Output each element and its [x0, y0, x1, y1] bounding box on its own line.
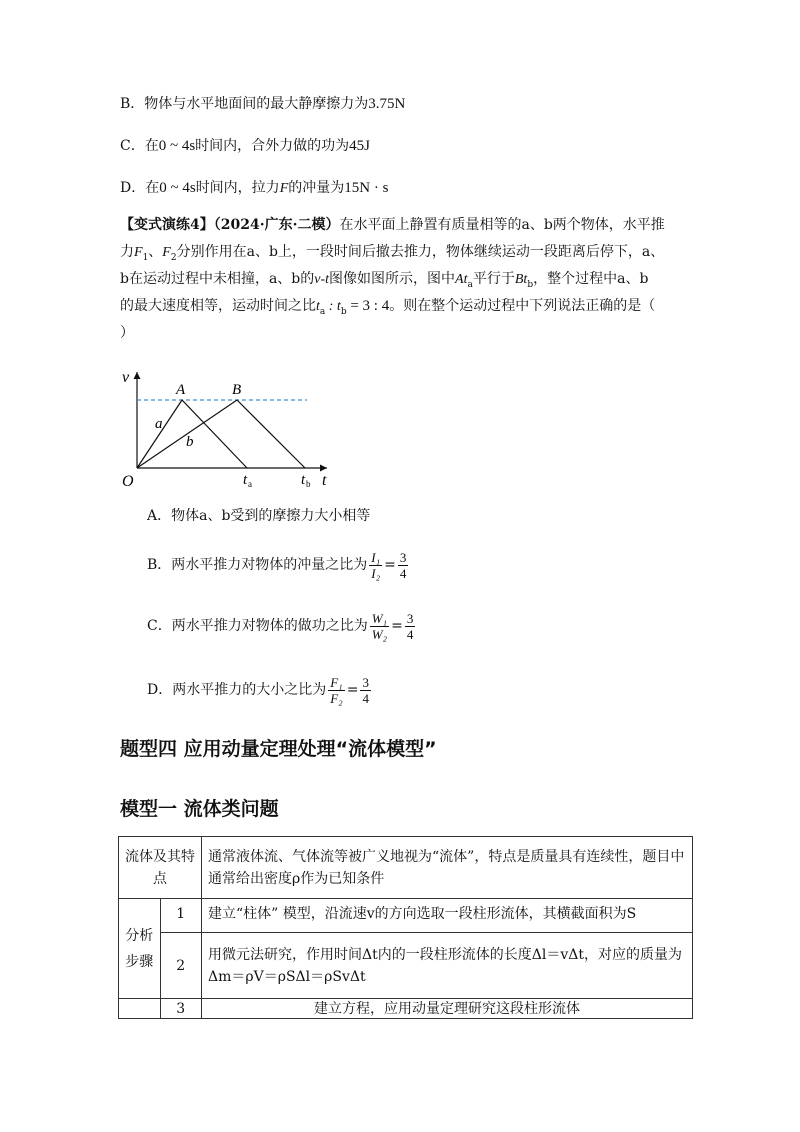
problem-text-3e: ，整个过程中a、b — [533, 271, 649, 287]
problem-text-3c: 图像如图所示，图中 — [329, 271, 456, 287]
choice-b-val-num: 3 — [399, 549, 407, 565]
problem-line-1 — [120, 215, 665, 235]
option-c-range: 0 ~ 4s — [158, 138, 196, 154]
choice-b-fraction-right — [398, 550, 409, 581]
option-c-value: 45J — [349, 138, 371, 154]
problem-text-2b: 、 — [148, 244, 163, 260]
option-c-text: C．在 — [120, 138, 159, 154]
option-b-prev — [120, 94, 405, 114]
problem-line-2 — [120, 242, 664, 268]
bt-symbol: Bt — [514, 272, 528, 287]
choice-b-val-den: 4 — [399, 565, 407, 581]
choice-d[interactable]: D．两水平推力的大小之比为 $\frac{\text{F₁}}{\text{F₂}}$ = $\frac{3}{4}$ — [147, 674, 369, 706]
option-d-text: D．在 — [120, 180, 160, 196]
tb-sub-label: b — [306, 479, 311, 489]
step-2-text-a: 用微元法研究，作用时间Δt内的一段柱形流体的长度Δl＝vΔt，对应的质量为 — [208, 946, 682, 963]
table-cell-steps-head: 分析步骤 — [119, 899, 161, 999]
option-d-mid2: 的冲量为 — [288, 180, 345, 196]
ratio-ta: t — [316, 299, 320, 314]
choice-d-fraction-left — [328, 675, 344, 706]
f2-sub: 2 — [170, 252, 177, 263]
point-b-label: B — [232, 382, 242, 398]
table-cell-step-1-text: 建立“柱体” 模型，沿流速v的方向选取一段柱形流体，其横截面积为S — [202, 899, 693, 933]
choice-d-val-num: 3 — [362, 674, 369, 690]
ta-sub-label: a — [248, 479, 252, 489]
option-d-mid: 时间内，拉力 — [195, 180, 280, 196]
choice-c-text: C．两水平推力对物体的做功之比为 — [147, 618, 368, 634]
table-row-step-2 — [119, 933, 693, 999]
table-cell-step-2-text — [202, 933, 693, 999]
table-cell-step-2-num: 2 — [160, 933, 202, 999]
problem-line-4 — [120, 296, 655, 322]
problem-text-3d: 平行于 — [472, 271, 515, 287]
choice-b-fraction-left — [369, 550, 382, 581]
table-row-step-3 — [119, 999, 693, 1019]
choice-b-num: I₁ — [371, 549, 381, 565]
table-row-step-1 — [119, 899, 693, 933]
graph-b-line — [137, 400, 305, 468]
problem-tag: 【变式演练4】（2024·广东·二模） — [120, 217, 340, 233]
choice-d-num: F₁ — [330, 674, 343, 690]
vt-label: v-t — [314, 272, 330, 287]
option-d-range: 0 ~ 4s — [159, 180, 196, 196]
choice-c-num: W₁ — [371, 610, 388, 626]
choice-b[interactable]: B．两水平推力对物体的冲量之比为 $\frac{\text{I₁}}{\text{I₂}}$ = $\frac{3}{4}$ — [147, 549, 407, 581]
choice-a[interactable] — [147, 506, 370, 526]
step-2-text-b: Δm＝ρV＝ρSΔl＝ρSvΔt — [208, 968, 366, 985]
problem-text-3a: b在运动过程中未相撞，a、b的 — [120, 271, 315, 287]
table-cell-characteristics-head: 流体及其特点 — [119, 837, 202, 899]
vt-diagram — [112, 366, 342, 491]
problem-line-3 — [120, 269, 648, 295]
f1-symbol: F — [134, 245, 143, 260]
option-d-value: 15N · s — [344, 180, 389, 196]
ratio-value: = 3 : 4 — [346, 298, 390, 314]
tb-label: t — [301, 472, 306, 488]
option-d-var: F — [279, 181, 289, 196]
section-heading-4: 题型四 应用动量定理处理“流体模型” — [120, 738, 437, 760]
table-cell-step-1-num: 1 — [160, 899, 202, 933]
option-b-text: B．物体与水平地面间的最大静摩擦力为 — [120, 96, 369, 112]
ratio-ta-sub: a — [319, 306, 326, 317]
problem-text-1: 在水平面上静置有质量相等的a、b两个物体，水平推 — [339, 217, 665, 233]
choice-c-val-num: 3 — [406, 610, 414, 626]
f2-symbol: F — [162, 245, 171, 260]
t-axis-label: t — [322, 472, 327, 489]
choice-a-text: A．物体a、b受到的摩擦力大小相等 — [147, 508, 371, 524]
origin-label: O — [122, 473, 134, 490]
problem-text-4b: 。则在整个运动过程中下列说法正确的是（ — [389, 298, 656, 314]
table-cell-step-3-blank — [119, 999, 161, 1019]
problem-text-4a: 的最大速度相等，运动时间之比 — [120, 298, 316, 314]
choice-c-fraction-left — [370, 611, 389, 642]
point-a-label: A — [176, 382, 186, 398]
bt-sub: b — [527, 279, 534, 290]
choice-d-text: D．两水平推力的大小之比为 — [147, 682, 327, 698]
at-sub: a — [467, 279, 473, 290]
f1-sub: 1 — [142, 252, 149, 263]
at-symbol: At — [455, 272, 468, 287]
ratio-mid: : t — [325, 299, 341, 314]
table-cell-characteristics-text: 通常液体流、气体流等被广义地视为“流体”，特点是质量具有连续性，题目中通常给出密度ρ作为已知条件 — [202, 837, 693, 899]
table-row-characteristics — [119, 837, 693, 899]
fluid-model-table — [118, 836, 693, 1019]
line-a-label: a — [155, 416, 163, 432]
table-cell-step-3-text: 建立方程，应用动量定理研究这段柱形流体 — [202, 999, 693, 1019]
problem-text-2a: 力 — [120, 244, 134, 260]
line-b-label: b — [186, 434, 194, 450]
choice-c-fraction-right — [405, 611, 416, 642]
choice-c-den: W₂ — [371, 626, 388, 642]
table-cell-step-3-num: 3 — [160, 999, 202, 1019]
choice-b-den: I₂ — [371, 565, 381, 581]
choice-c[interactable]: C．两水平推力对物体的做功之比为 $\frac{\text{W₁}}{\text{W₂}}$ = $\frac{3}{4}$ — [147, 610, 414, 642]
problem-line-5 — [120, 323, 134, 343]
choice-d-val-den: 4 — [362, 690, 369, 706]
choice-b-text: B．两水平推力对物体的冲量之比为 — [147, 557, 368, 573]
option-b-value: 3.75N — [368, 96, 406, 112]
model-heading-1: 模型一 流体类问题 — [120, 798, 279, 820]
ta-label: t — [243, 472, 248, 488]
choice-d-fraction-right — [360, 675, 371, 706]
option-c-prev — [120, 136, 370, 156]
choice-c-val-den: 4 — [406, 626, 414, 642]
ratio-tb-sub: b — [340, 306, 347, 317]
option-d-prev — [120, 178, 388, 199]
choice-d-den: F₂ — [330, 690, 343, 706]
v-axis-label: v — [122, 369, 130, 386]
problem-text-2c: 分别作用在a、b上，一段时间后撤去推力，物体继续运动一段距离后停下，a、 — [176, 244, 665, 260]
option-c-mid: 时间内，合外力做的功为 — [195, 138, 350, 154]
problem-text-5: ） — [120, 325, 134, 341]
